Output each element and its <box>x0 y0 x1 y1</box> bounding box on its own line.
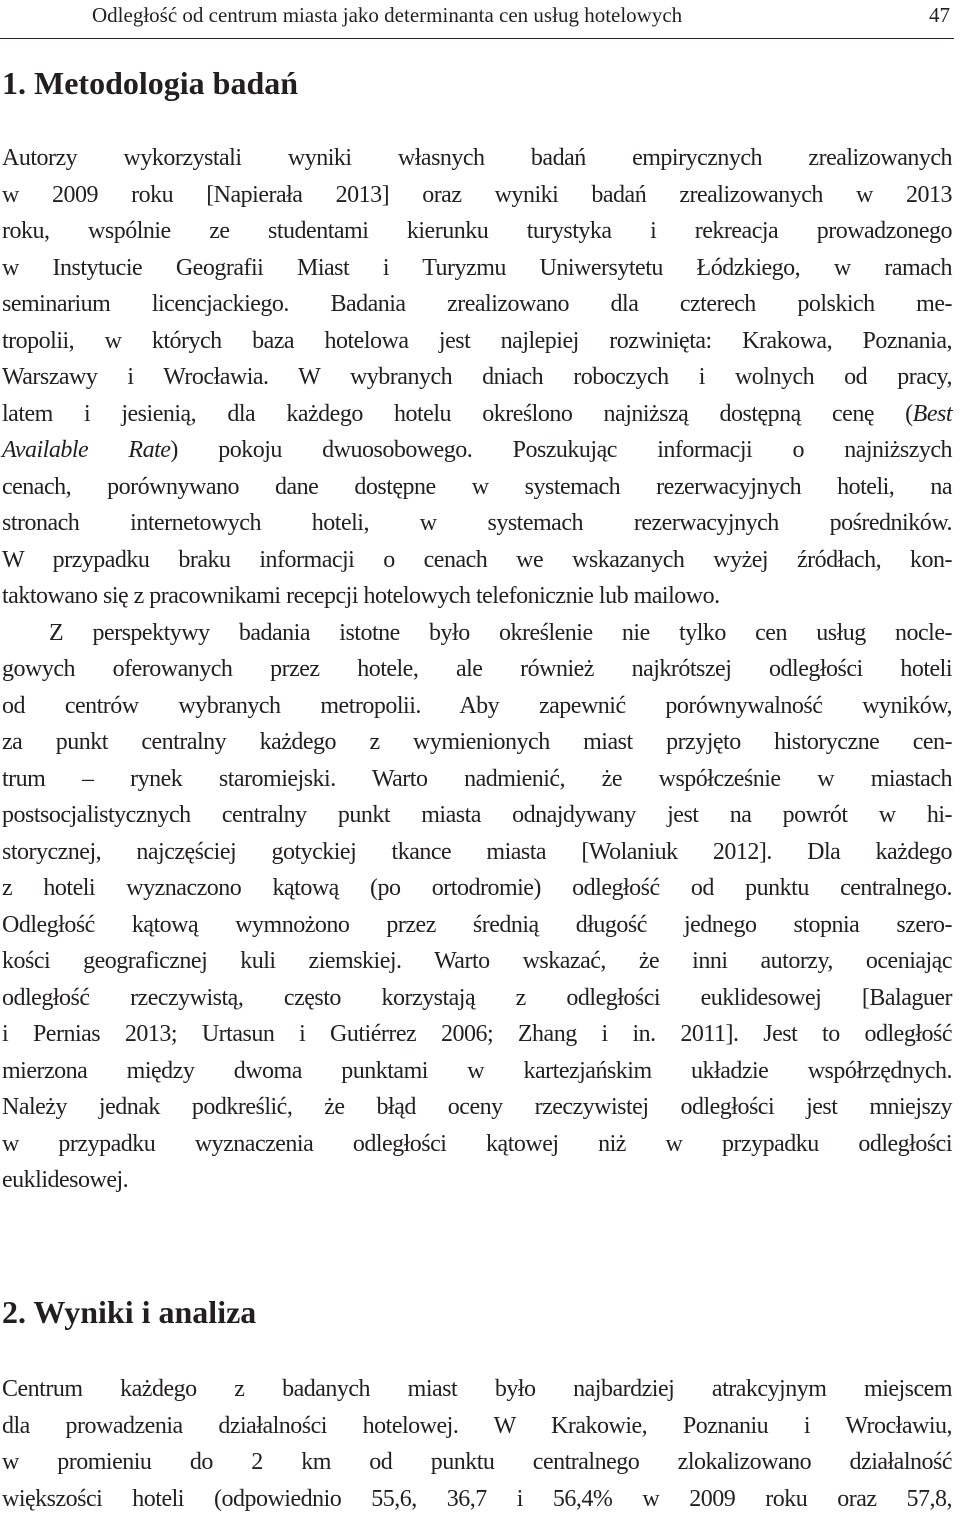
section-heading-results: 2. Wyniki i analiza <box>2 1294 257 1330</box>
text-line: seminarium licencjackiego. Badania zrealizowano dla czterech polskich me- <box>2 291 952 317</box>
text-line: Available Rate) pokoju dwuosobowego. Poszukując informacji o najniższych <box>2 437 953 463</box>
text-line: Centrum każdego z badanych miast było najbardziej atrakcyjnym miejscem <box>2 1376 952 1402</box>
italic-term: Available Rate <box>2 437 171 463</box>
text-line: za punkt centralny każdego z wymienionych miast przyjęto historyczne cen- <box>2 729 952 755</box>
text-line: w 2009 roku [Napierała 2013] oraz wyniki badań zrealizowanych w 2013 <box>2 181 952 208</box>
results-body <box>2 1371 952 1517</box>
text-line: większości hoteli (odpowiednio 55,6, 36,7 i 56,4% w 2009 roku oraz 57,8, <box>2 1485 952 1512</box>
text-line: Autorzy wykorzystali wyniki własnych badań empirycznych zrealizowanych <box>2 145 952 171</box>
italic-term: Best <box>912 400 952 427</box>
text-line: w Instytucie Geografii Miast i Turyzmu Uniwersytetu Łódzkiego, w ramach <box>2 254 952 281</box>
text-line: dla prowadzenia działalności hotelowej. W Krakowie, Poznaniu i Wrocławiu, <box>2 1412 952 1439</box>
text-line: kości geograficznej kuli ziemskiej. Warto wskazać, że inni autorzy, oceniając <box>2 948 952 974</box>
text-line: trum – rynek staromiejski. Warto nadmienić, że współcześnie w miastach <box>2 765 952 792</box>
text-line: w promieniu do 2 km od punktu centralnego zlokalizowano działalność <box>2 1449 952 1475</box>
page-number: 47 <box>929 3 950 27</box>
text-line: odległość rzeczywistą, często korzystają z odległości euklidesowej [Balaguer <box>2 984 952 1011</box>
text-line: stronach internetowych hoteli, w systemach rezerwacyjnych pośredników. <box>2 510 952 536</box>
text-line: Warszawy i Wrocławia. W wybranych dniach roboczych i wolnych od pracy, <box>2 364 952 390</box>
text-line: Odległość kątową wymnożono przez średnią długość jednego stopnia szero- <box>2 911 952 938</box>
text-line: w przypadku wyznaczenia odległości kątowej niż w przypadku odległości <box>2 1130 952 1157</box>
text-line: z hoteli wyznaczono kątową (po ortodromie) odległość od punktu centralnego. <box>2 875 952 901</box>
methodology-body <box>2 140 952 1199</box>
text-line: taktowano się z pracownikami recepcji hotelowych telefonicznie lub mailowo. <box>2 583 720 609</box>
text-line: euklidesowej. <box>2 1167 129 1193</box>
text-line: gowych oferowanych przez hotele, ale również najkrótszej odległości hoteli <box>2 656 952 682</box>
text-line: mierzona między dwoma punktami w kartezjańskim układzie współrzędnych. <box>2 1057 952 1084</box>
text-line: postsocjalistycznych centralny punkt miasta odnajdywany jest na powrót w hi- <box>2 802 952 828</box>
text-line: Należy jednak podkreślić, że błąd oceny rzeczywistej odległości jest mniejszy <box>2 1094 952 1120</box>
text-line: tropolii, w których baza hotelowa jest najlepiej rozwinięta: Krakowa, Poznania, <box>2 327 952 354</box>
text-line: od centrów wybranych metropolii. Aby zapewnić porównywalność wyników, <box>2 692 952 719</box>
text-line: storycznej, najczęściej gotyckiej tkance miasta [Wolaniuk 2012]. Dla każdego <box>2 838 952 865</box>
text-line: cenach, porównywano dane dostępne w systemach rezerwacyjnych hoteli, na <box>2 473 952 500</box>
text-line: roku, wspólnie ze studentami kierunku turystyka i rekreacja prowadzonego <box>2 218 952 244</box>
section-heading-methodology: 1. Metodologia badań <box>2 65 299 101</box>
text-line: latem i jesienią, dla każdego hotelu określono najniższą dostępną cenę (Best <box>2 400 952 427</box>
text-line: i Pernias 2013; Urtasun i Gutiérrez 2006; Zhang i in. 2011]. Jest to odległość <box>2 1021 952 1047</box>
text-line: Z perspektywy badania istotne było określenie nie tylko cen usług nocle- <box>49 619 952 646</box>
running-title: Odległość od centrum miasta jako determinanta cen usług hotelowych <box>92 3 683 27</box>
page-header <box>0 0 954 39</box>
text-line: W przypadku braku informacji o cenach we wskazanych wyżej źródłach, kon- <box>2 546 952 573</box>
